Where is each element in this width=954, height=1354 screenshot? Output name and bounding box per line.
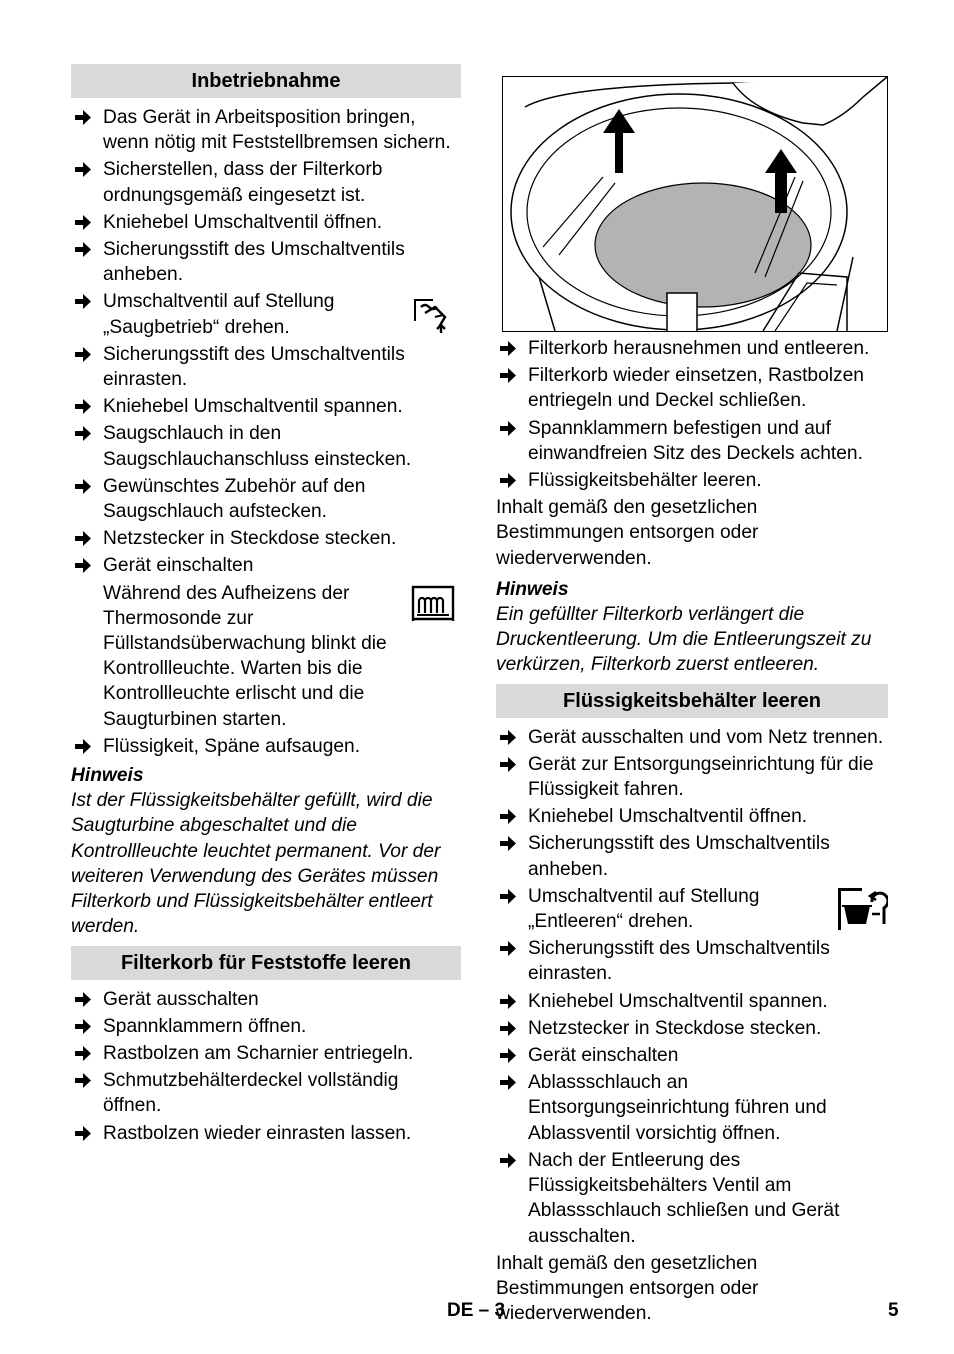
arrow-right-icon <box>500 888 517 905</box>
arrow-right-icon <box>75 214 92 231</box>
hint-title: Hinweis <box>71 765 144 787</box>
list-item: Sicherungsstift des Umschaltventils einrasten. <box>71 342 461 392</box>
list-item: Umschaltventil auf Stellung „Entleeren“ drehen. <box>496 884 888 934</box>
list-item: Gerät ausschalten <box>71 987 461 1012</box>
list-item: Umschaltventil auf Stellung „Saugbetrieb“ drehen. <box>71 289 461 339</box>
list-item: Netzstecker in Steckdose stecken. <box>496 1016 888 1041</box>
arrow-right-icon <box>500 756 517 773</box>
list-item: Netzstecker in Steckdose stecken. <box>71 526 461 551</box>
arrow-right-icon <box>75 478 92 495</box>
arrow-right-icon <box>75 161 92 178</box>
arrow-right-icon <box>75 557 92 574</box>
list-item: Gewünschtes Zubehör auf den Saugschlauch aufstecken. <box>71 474 461 524</box>
arrow-right-icon <box>500 729 517 746</box>
section-heading-fluessigkeitsbehaelter: Flüssigkeitsbehälter leeren <box>496 684 888 718</box>
list-item: Saugschlauch in den Saugschlauchanschluss einstecken. <box>71 421 461 471</box>
list-item: Sicherstellen, dass der Filterkorb ordnungsgemäß eingesetzt ist. <box>71 157 461 207</box>
arrow-right-icon <box>75 530 92 547</box>
arrow-right-icon <box>75 109 92 126</box>
arrow-right-icon <box>500 340 517 357</box>
steps-list-fluessigkeitsbehaelter <box>496 725 888 1249</box>
arrow-right-icon <box>75 738 92 755</box>
list-item: Flüssigkeitsbehälter leeren. <box>496 468 888 493</box>
arrow-right-icon <box>75 293 92 310</box>
drain-mode-icon <box>836 884 888 932</box>
suction-mode-icon <box>411 293 455 337</box>
arrow-right-icon <box>75 1125 92 1142</box>
list-item: Gerät einschalten <box>496 1043 888 1068</box>
filter-basket-illustration <box>502 76 888 332</box>
steps-list-filter-empty <box>496 336 888 493</box>
arrow-right-icon <box>500 1047 517 1064</box>
section-heading-filterkorb: Filterkorb für Feststoffe leeren <box>71 946 461 980</box>
right-column <box>496 64 888 1332</box>
list-item: Sicherungsstift des Umschaltventils anheben. <box>496 831 888 881</box>
arrow-right-icon <box>500 940 517 957</box>
list-item: Filterkorb herausnehmen und entleeren. <box>496 336 888 361</box>
disposal-paragraph-final: Inhalt gemäß den gesetzlichen Bestimmungen entsorgen oder wiederverwenden. <box>496 1252 759 1325</box>
arrow-right-icon <box>500 420 517 437</box>
arrow-right-icon <box>75 425 92 442</box>
arrow-right-icon <box>500 367 517 384</box>
hint-text: Ist der Flüssigkeitsbehälter gefüllt, wird die Saugturbine abgeschaltet und die Kontrollleuchte leuchtet permanent. Vor der weiteren Verwendung des Gerätes müssen Filterkorb und Flüssigkeitsbehälter entleert werden. <box>71 790 441 938</box>
arrow-right-icon <box>500 472 517 489</box>
arrow-right-icon <box>75 346 92 363</box>
list-item: Schmutzbehälterdeckel vollständig öffnen. <box>71 1068 461 1118</box>
arrow-right-icon <box>75 398 92 415</box>
section-heading-inbetriebnahme: Inbetriebnahme <box>71 64 461 98</box>
list-item: Spannklammern befestigen und auf einwandfreien Sitz des Deckels achten. <box>496 416 888 466</box>
disposal-paragraph: Inhalt gemäß den gesetzlichen Bestimmungen entsorgen oder wiederverwenden. <box>496 497 759 569</box>
list-item: Ablassschlauch an Entsorgungseinrichtung führen und Ablassventil vorsichtig öffnen. <box>496 1070 888 1146</box>
arrow-right-icon <box>75 991 92 1008</box>
list-item: Filterkorb wieder einsetzen, Rastbolzen entriegeln und Deckel schließen. <box>496 363 888 413</box>
arrow-right-icon <box>500 1152 517 1169</box>
list-item: Gerät ausschalten und vom Netz trennen. <box>496 725 888 750</box>
list-item: Kniehebel Umschaltventil spannen. <box>71 394 461 419</box>
hint-title: Hinweis <box>496 578 569 600</box>
steps-list-inbetriebnahme <box>71 105 461 579</box>
footer-page-number: 5 <box>888 1300 899 1321</box>
list-item: Rastbolzen am Scharnier entriegeln. <box>71 1041 461 1066</box>
list-item: Kniehebel Umschaltventil öffnen. <box>71 210 461 235</box>
arrow-right-icon <box>75 1018 92 1035</box>
arrow-right-icon <box>500 1020 517 1037</box>
list-item: Kniehebel Umschaltventil spannen. <box>496 989 888 1014</box>
steps-list-suction <box>71 734 461 759</box>
arrow-right-icon <box>500 808 517 825</box>
heating-note: Während des Aufheizens der Thermosonde zur Füllstandsüberwachung blinkt die Kontrollleuchte. Warten bis die Kontrollleuchte erlischt und die Saugturbinen starten. <box>71 581 461 732</box>
left-column <box>71 64 461 1148</box>
steps-list-filterkorb <box>71 987 461 1146</box>
arrow-right-icon <box>500 835 517 852</box>
arrow-right-icon <box>75 241 92 258</box>
list-item: Das Gerät in Arbeitsposition bringen, wenn nötig mit Feststellbremsen sichern. <box>71 105 461 155</box>
list-item: Sicherungsstift des Umschaltventils einrasten. <box>496 936 888 986</box>
list-item: Sicherungsstift des Umschaltventils anheben. <box>71 237 461 287</box>
list-item: Flüssigkeit, Späne aufsaugen. <box>71 734 461 759</box>
hint-text: Ein gefüllter Filterkorb verlängert die Druckentleerung. Um die Entleerungszeit zu verkürzen, Filterkorb zuerst entleeren. <box>496 604 872 676</box>
arrow-right-icon <box>75 1072 92 1089</box>
list-item: Gerät zur Entsorgungseinrichtung für die Flüssigkeit fahren. <box>496 752 888 802</box>
filter-basket-drawing <box>503 77 887 331</box>
heating-coil-icon <box>411 585 455 629</box>
list-item: Rastbolzen wieder einrasten lassen. <box>71 1121 461 1146</box>
footer-language-page: DE – 3 <box>447 1300 506 1321</box>
arrow-right-icon <box>500 993 517 1010</box>
list-item: Kniehebel Umschaltventil öffnen. <box>496 804 888 829</box>
list-item: Nach der Entleerung des Flüssigkeitsbehälters Ventil am Ablassschlauch schließen und Gerät ausschalten. <box>496 1148 888 1249</box>
list-item: Spannklammern öffnen. <box>71 1014 461 1039</box>
arrow-right-icon <box>75 1045 92 1062</box>
list-item: Gerät einschalten <box>71 553 461 578</box>
arrow-right-icon <box>500 1074 517 1091</box>
